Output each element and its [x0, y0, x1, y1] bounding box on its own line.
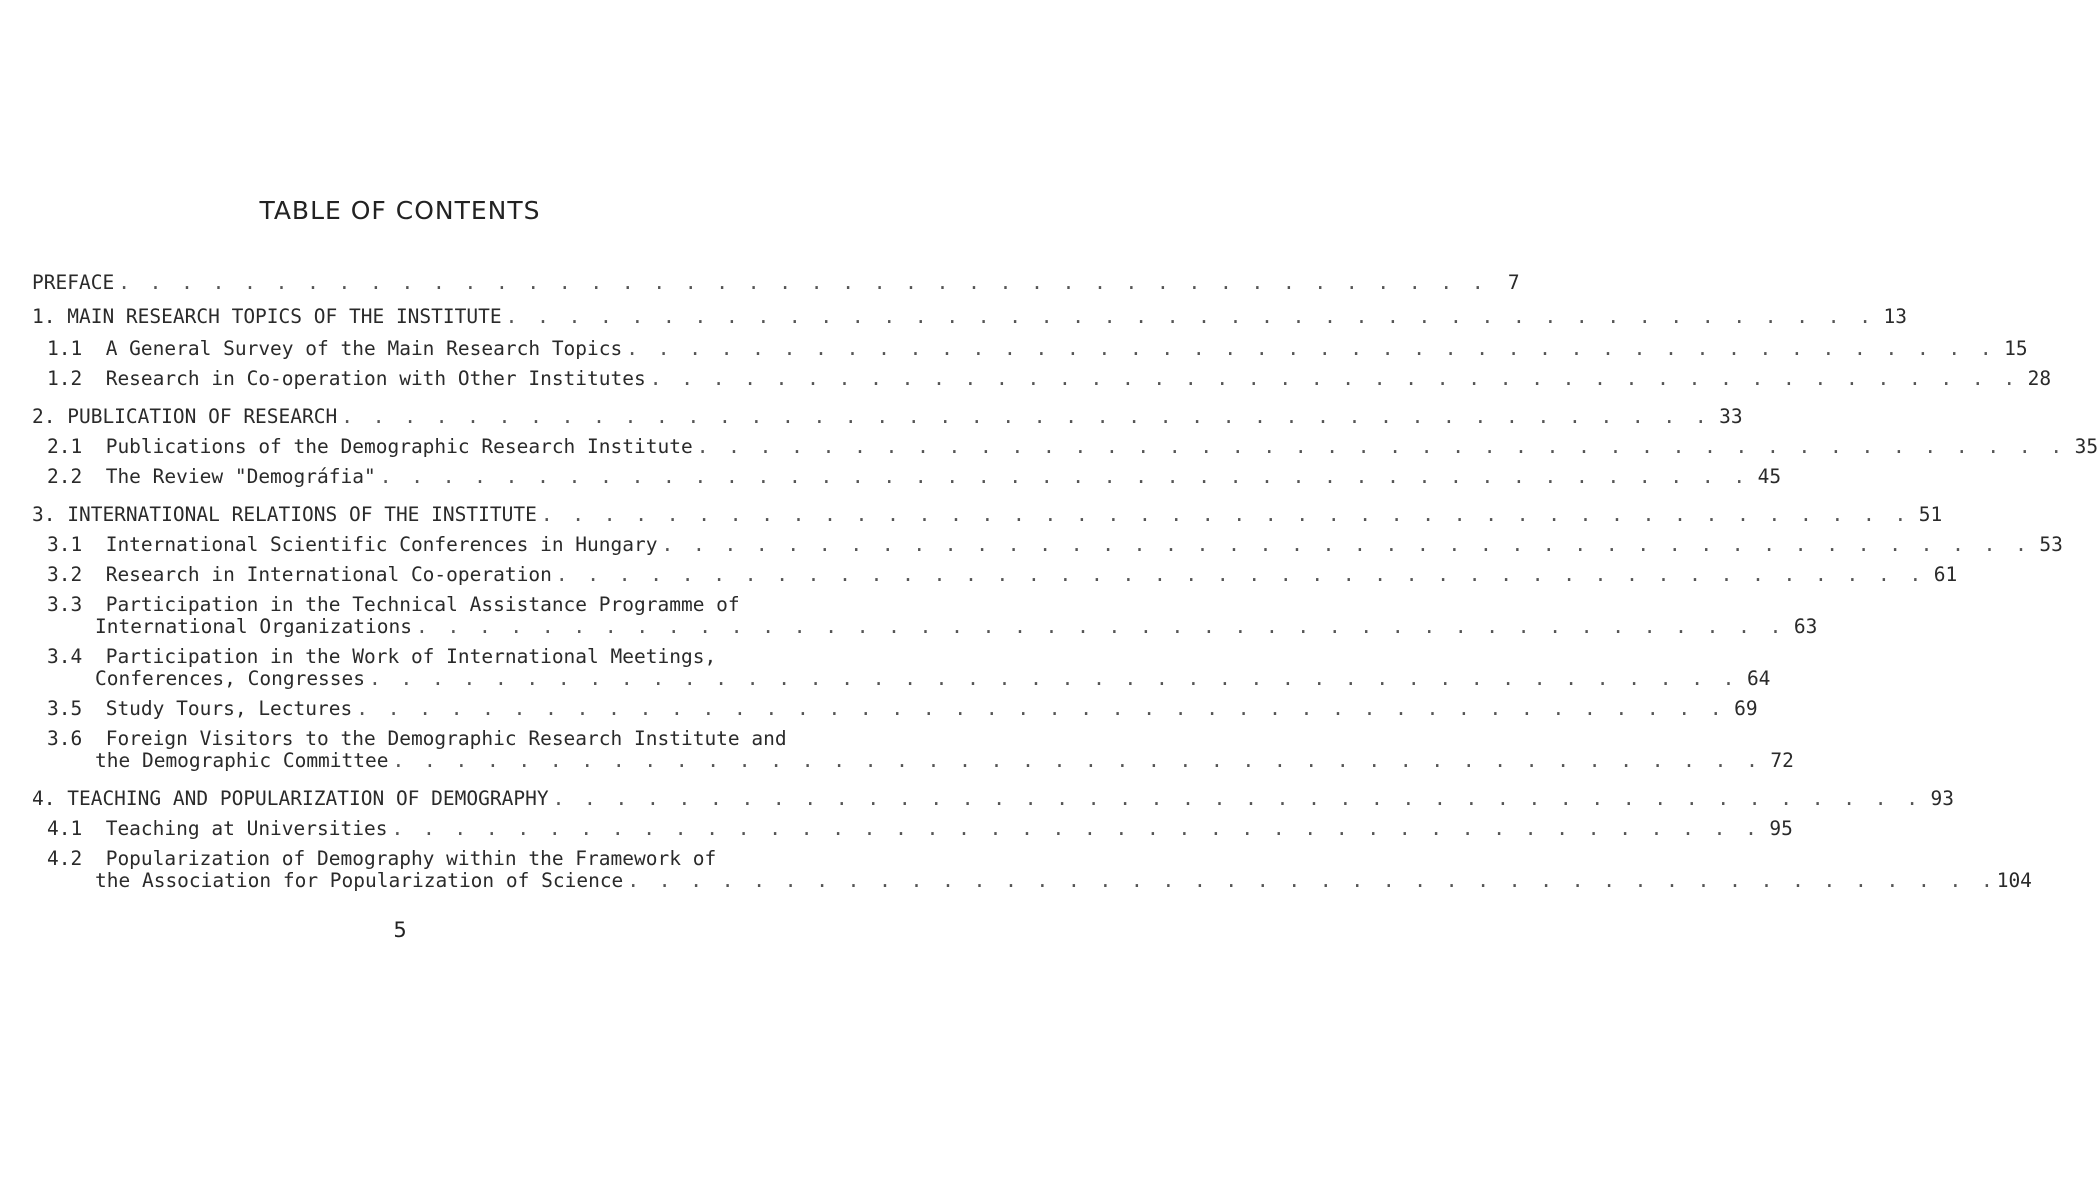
toc-entry-section-1: [32, 304, 1907, 330]
toc-leader: . . . . . . . . . . . . . . . . . . . . . . . . . . . . . . . . . . . . . . . . . . . .: [356, 697, 1726, 720]
toc-leader: . . . . . . . . . . . . . . . . . . . . . . . . . . . . . . . . . . . . . . . . . . . .: [540, 503, 1911, 526]
toc-entry-section-4: [32, 786, 1954, 812]
toc-page-number: 13: [1883, 305, 1907, 328]
toc-leader: . . . . . . . . . . . . . . . . . . . . . . . . . . . . . . . . . . . . . . . . . . . .: [379, 465, 1750, 488]
toc-entry-text: 3.1 International Scientific Conferences in Hungary: [47, 533, 658, 556]
toc-entry-3-3-line-2: [95, 614, 1818, 640]
toc-leader: . . . . . . . . . . . . . . . . . . . . . . . . . . . . . . . . . . . . . . . . . . . .: [118, 271, 1488, 294]
toc-entry-2-2: [47, 464, 1782, 490]
toc-page-number: 51: [1918, 503, 1943, 526]
toc-leader: . . . . . . . . . . . . . . . . . . . . . . . . . . . . . . . . . . . . . . . . . . . .: [552, 787, 1922, 810]
toc-entry-text: the Demographic Committee: [95, 749, 389, 772]
toc-page-number: 15: [2004, 337, 2028, 360]
toc-page-number: 95: [1769, 817, 1793, 840]
toc-page-number: 33: [1719, 405, 1743, 428]
toc-entry-3-6-line-2: [95, 748, 1794, 774]
toc-page-number: 7: [1507, 271, 1520, 294]
toc-entry-text: 2.1 Publications of the Demographic Research Institute: [47, 435, 693, 458]
toc-entry-text: 3. INTERNATIONAL RELATIONS OF THE INSTITUTE: [32, 503, 537, 526]
toc-entry-text: 1.1 A General Survey of the Main Research Topics: [47, 337, 623, 360]
toc-leader: . . . . . . . . . . . . . . . . . . . . . . . . . . . . . . . . . . . . . . . . . . . .: [555, 563, 1926, 586]
toc-entry-1-1: [47, 336, 2028, 362]
toc-leader: . . . . . . . . . . . . . . . . . . . . . . . . . . . . . . . . . . . . . . . . . . . .: [341, 405, 1711, 428]
toc-entry-4-2-line-2: [95, 868, 2032, 894]
toc-entry-text: 3.5 Study Tours, Lectures: [47, 697, 353, 720]
toc-entry-2-1: [47, 434, 2098, 460]
toc-page-number: 53: [2039, 533, 2063, 556]
toc-leader: . . . . . . . . . . . . . . . . . . . . . . . . . . . . . . . . . . . . . . . . . . . .: [392, 749, 1762, 772]
toc-entry-preface: [32, 270, 1520, 296]
toc-entry-3-5: [47, 696, 1758, 722]
toc-entry-text: 4. TEACHING AND POPULARIZATION OF DEMOGRAPHY: [32, 787, 549, 810]
toc-page-number: 69: [1734, 697, 1758, 720]
toc-leader: . . . . . . . . . . . . . . . . . . . . . . . . . . . . . . . . . . . . . . . . . . . .: [369, 667, 1739, 690]
toc-entry-1-2: [47, 366, 2052, 392]
toc-page-number: 93: [1930, 787, 1954, 810]
toc-entry-text: the Association for Popularization of Science: [95, 869, 624, 892]
toc-entry-3-4-line-2: [95, 666, 1771, 692]
toc-leader: . . . . . . . . . . . . . . . . . . . . . . . . . . . . . . . . . . . . . . . . . . . .: [661, 533, 2031, 556]
toc-entry-text: International Organizations: [95, 615, 412, 638]
toc-page-number: 63: [1793, 615, 1818, 638]
toc-entry-text: 3.2 Research in International Co-operation: [47, 563, 552, 586]
toc-leader: . . . . . . . . . . . . . . . . . . . . . . . . . . . . . . . . . . . . . . . . . . . .: [649, 367, 2020, 390]
toc-entry-text: 4.2 Popularization of Demography within the Framework of: [47, 847, 717, 870]
toc-entry-text: 3.6 Foreign Visitors to the Demographic Research Institute and: [47, 727, 787, 750]
toc-page-number: 45: [1757, 465, 1782, 488]
toc-entry-text: 1. MAIN RESEARCH TOPICS OF THE INSTITUTE: [32, 305, 502, 328]
toc-page-number: 72: [1770, 749, 1794, 772]
page-number-footer: 5: [393, 918, 407, 942]
toc-entry-3-1: [47, 532, 2063, 558]
toc-entry-3-2: [47, 562, 1958, 588]
toc-entry-text: 2. PUBLICATION OF RESEARCH: [32, 405, 338, 428]
toc-page-number: 35: [2074, 435, 2098, 458]
toc-entry-text: 4.1 Teaching at Universities: [47, 817, 388, 840]
toc-page-number: 28: [2027, 367, 2052, 390]
toc-entry-text: PREFACE: [32, 271, 115, 294]
page-title: TABLE OF CONTENTS: [259, 196, 541, 225]
toc-entry-text: 1.2 Research in Co-operation with Other Institutes: [47, 367, 646, 390]
toc-leader: . . . . . . . . . . . . . . . . . . . . . . . . . . . . . . . . . . . . . . . . . . . .: [696, 435, 2067, 458]
toc-leader: . . . . . . . . . . . . . . . . . . . . . . . . . . . . . . . . . . . . . . . . . . . .: [415, 615, 1786, 638]
toc-leader: . . . . . . . . . . . . . . . . . . . . . . . . . . . . . . . . . . . . . . . . . . . .: [626, 337, 1996, 360]
toc-leader: . . . . . . . . . . . . . . . . . . . . . . . . . . . . . . . . . . . . . . . . . . . .: [391, 817, 1761, 840]
toc-entry-4-1: [47, 816, 1793, 842]
toc-entry-text: 2.2 The Review "Demográfia": [47, 465, 376, 488]
toc-entry-section-2: [32, 404, 1743, 430]
toc-entry-text: Conferences, Congresses: [95, 667, 366, 690]
toc-page-number: 61: [1933, 563, 1958, 586]
toc-entry-text: 3.4 Participation in the Work of International Meetings,: [47, 645, 717, 668]
toc-page-number: 64: [1746, 667, 1771, 690]
toc-leader: . . . . . . . . . . . . . . . . . . . . . . . . . . . . . . . . . . . . . . . . . . . .: [505, 305, 1875, 328]
toc-leader: . . . . . . . . . . . . . . . . . . . . . . . . . . . . . . . . . . . . . . . . . . . .: [627, 869, 1997, 892]
toc-entry-section-3: [32, 502, 1943, 528]
toc-entry-text: 3.3 Participation in the Technical Assistance Programme of: [47, 593, 740, 616]
toc-page-number: 104: [1996, 869, 2032, 892]
